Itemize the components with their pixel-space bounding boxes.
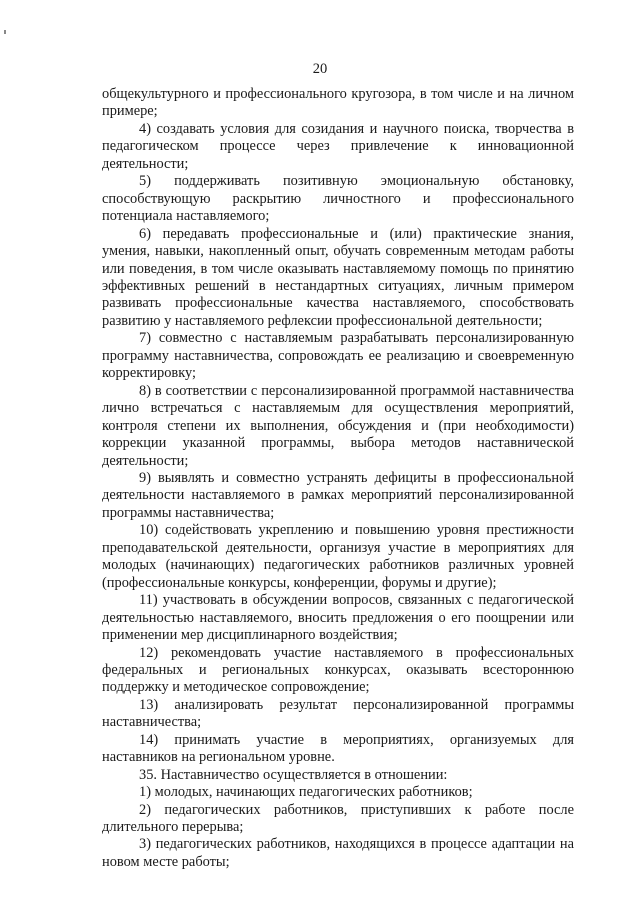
section-35-heading: 35. Наставничество осуществляется в отношении:: [139, 766, 448, 783]
paragraph-item-12: 12) рекомендовать участие наставляемого в профессиональных федеральных и региональных конкурсах, оказывать всестороннюю поддержку и методическое сопровождение;: [102, 644, 574, 696]
paragraph-item-6: 6) передавать профессиональные и (или) практические знания, умения, навыки, накопленный опыт, обучать современным методам работы или поведения, в том числе оказывать наставляемому помощь по принятию эффективных решений в нестандартных ситуациях, личным примером развивать профессиональные качества наставляемого, способствовать развитию у наставляемого рефлексии профессиональной деятельности;: [102, 225, 574, 329]
paragraph-item-13: 13) анализировать результат персонализированной программы наставничества;: [102, 696, 574, 731]
paragraph-category-3: 3) педагогических работников, находящихся в процессе адаптации на новом месте работы;: [102, 836, 574, 870]
paragraph-item-8: 8) в соответствии с персонализированной программой наставничества лично встречаться с наставляемым для осуществления мероприятий, контроля степени их выполнения, обсуждения и (при необходимости) коррекции указанной программы, выбора методов наставнической деятельности;: [102, 382, 574, 469]
paragraph-item-10: 10) содействовать укреплению и повышению уровня престижности преподавательской деятельности, организуя участие в мероприятиях для молодых (начинающих) педагогических работников различных уровней (профессиональные конкурсы, конференции, форумы и другие);: [102, 522, 574, 591]
paragraph-item-5: 5) поддерживать позитивную эмоциональную обстановку, способствующую раскрытию личностного и профессионального потенциала наставляемого;: [102, 173, 574, 225]
paragraph-item-11: 11) участвовать в обсуждении вопросов, связанных с педагогической деятельностью наставляемого, вносить предложения о его поощрении или применении мер дисциплинарного воздействия;: [102, 592, 574, 644]
paragraph-item-14: 14) принимать участие в мероприятиях, организуемых для наставников на региональном уровне.: [102, 731, 574, 766]
paragraph-category-1: 1) молодых, начинающих педагогических работников;: [139, 784, 473, 801]
document-body: [102, 86, 574, 871]
paragraph-category-2: 2) педагогических работников, приступивших к работе после длительного перерыва;: [102, 801, 574, 836]
scan-mark: [4, 30, 6, 34]
paragraph-continuation: общекультурного и профессионального кругозора, в том числе и на личном примере;: [102, 86, 574, 120]
paragraph-item-9: 9) выявлять и совместно устранять дефициты в профессиональной деятельности наставляемого в рамках мероприятий персонализированной программы наставничества;: [102, 469, 574, 521]
paragraph-item-7: 7) совместно с наставляемым разрабатывать персонализированную программу наставничества, сопровождать ее реализацию и своевременную корректировку;: [102, 330, 574, 382]
page-number: 20: [312, 61, 328, 77]
paragraph-item-4: 4) создавать условия для созидания и научного поиска, творчества в педагогическом процессе через привлечение к инновационной деятельности;: [102, 120, 574, 172]
